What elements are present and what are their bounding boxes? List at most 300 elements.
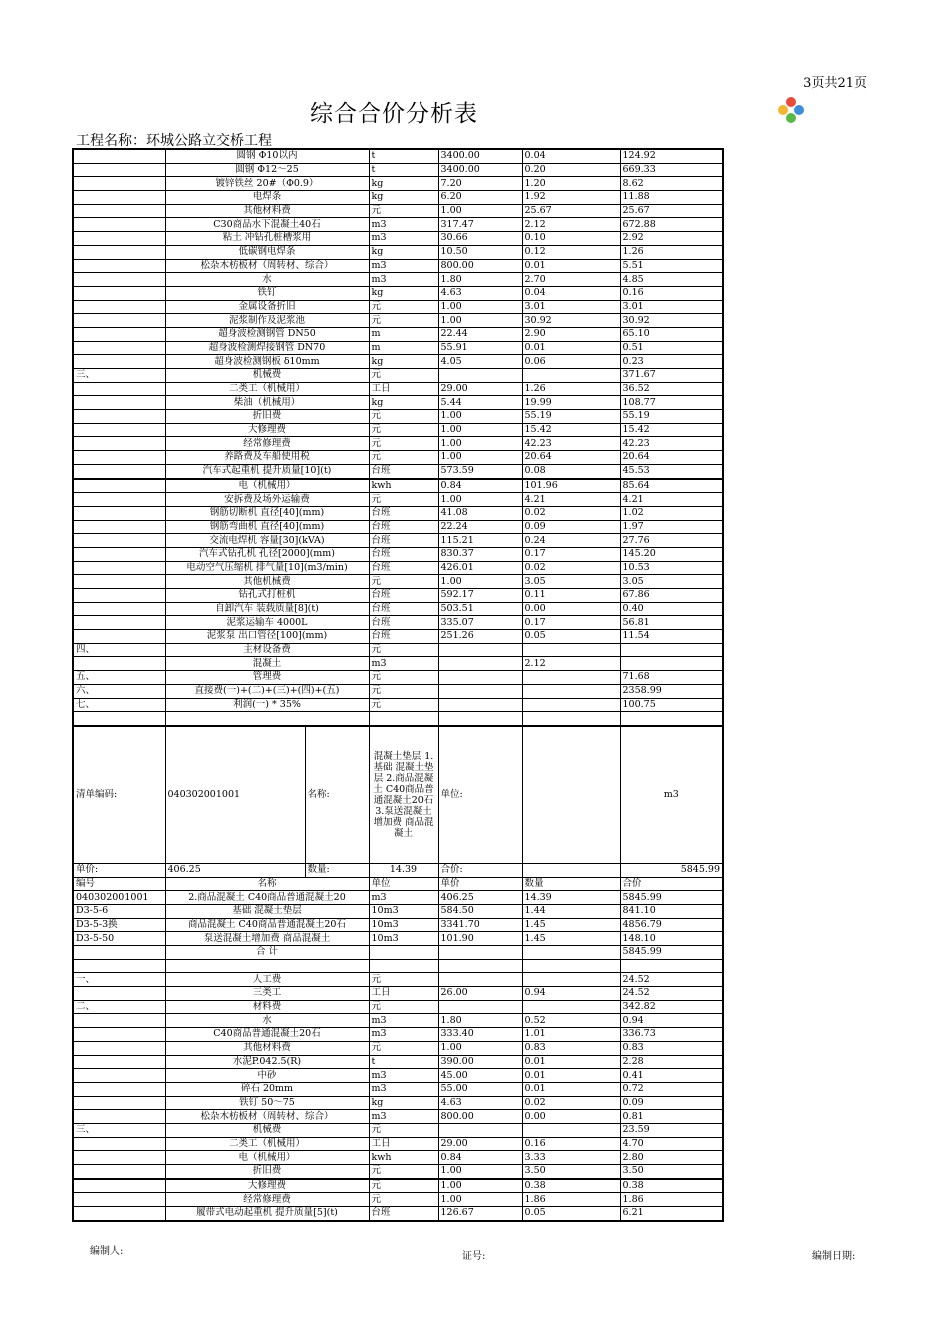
row-qty: 3.50 — [522, 1165, 620, 1179]
row-no — [73, 300, 165, 314]
row-unit: 工日 — [369, 987, 438, 1001]
row-qty — [522, 712, 620, 726]
row-name: 二类工（机械用） — [165, 1137, 369, 1151]
item-summary-row — [73, 863, 723, 877]
logo-flower-icon — [776, 95, 806, 125]
row-price: 4.05 — [438, 355, 522, 369]
row-qty: 0.01 — [522, 341, 620, 355]
row-price: 406.25 — [438, 891, 522, 905]
row-qty: 0.52 — [522, 1014, 620, 1028]
row-price: 0.84 — [438, 1151, 522, 1165]
row-price: 41.08 — [438, 506, 522, 520]
row-price: 317.47 — [438, 218, 522, 232]
footer-date: 编制日期: — [812, 1251, 856, 1262]
row-price: 29.00 — [438, 382, 522, 396]
row-total: 85.64 — [620, 479, 723, 493]
row-name: 钢筋切断机 直径[40](mm) — [165, 506, 369, 520]
row-price: 592.17 — [438, 589, 522, 603]
row-name: 粘土 冲钻孔桩槽浆用 — [165, 232, 369, 246]
table-row — [73, 191, 723, 205]
row-price: 26.00 — [438, 987, 522, 1001]
table-row — [73, 1123, 723, 1137]
table-row — [73, 616, 723, 630]
row-total: 4856.79 — [620, 918, 723, 932]
row-name: 汽车式起重机 提升质量[10](t) — [165, 464, 369, 478]
item-total: 5845.99 — [620, 863, 723, 877]
row-unit: t — [369, 163, 438, 177]
row-price: 10.50 — [438, 245, 522, 259]
row-qty — [522, 959, 620, 973]
row-name: 圆钢 Φ12～25 — [165, 163, 369, 177]
row-unit: kwh — [369, 479, 438, 493]
table-row — [73, 698, 723, 712]
table-row — [73, 1014, 723, 1028]
row-qty: 0.06 — [522, 355, 620, 369]
row-total: 30.92 — [620, 314, 723, 328]
row-name: 材料费 — [165, 1000, 369, 1014]
row-total: 0.40 — [620, 602, 723, 616]
row-unit: 10m3 — [369, 918, 438, 932]
row-name: 利润(一) * 35% — [165, 698, 369, 712]
row-price: 1.00 — [438, 410, 522, 424]
row-total — [620, 657, 723, 671]
row-no — [73, 341, 165, 355]
row-price: 1.00 — [438, 1165, 522, 1179]
row-total: 100.75 — [620, 698, 723, 712]
row-unit: 台班 — [369, 602, 438, 616]
row-name: 超身波检测钢管 DN50 — [165, 327, 369, 341]
row-unit: 台班 — [369, 561, 438, 575]
row-unit: 元 — [369, 423, 438, 437]
row-name: 电（机械用） — [165, 1151, 369, 1165]
row-price — [438, 671, 522, 685]
item-description: 混凝土垫层 1.基础 混凝土垫层 2.商品混凝土 C40商品普通混凝土20石 3.泵送混凝土增加费 商品混凝土 — [369, 726, 438, 864]
row-unit: kg — [369, 355, 438, 369]
row-price: 22.44 — [438, 327, 522, 341]
row-unit: 元 — [369, 204, 438, 218]
row-name: 松杂木枋板材（周转材、综合） — [165, 1110, 369, 1124]
row-no — [73, 1055, 165, 1069]
row-price: 30.66 — [438, 232, 522, 246]
row-no — [73, 520, 165, 534]
row-unit: 元 — [369, 493, 438, 507]
row-price: 0.84 — [438, 479, 522, 493]
table-row — [73, 630, 723, 644]
row-name: 2.商品混凝土 C40商品普通混凝土20 — [165, 891, 369, 905]
row-qty: 0.17 — [522, 616, 620, 630]
table-row — [73, 575, 723, 589]
row-total — [620, 643, 723, 657]
row-name: 交流电焊机 容量[30](kVA) — [165, 534, 369, 548]
qty-label: 数量: — [305, 863, 369, 877]
row-unit: m3 — [369, 232, 438, 246]
row-qty: 0.16 — [522, 1137, 620, 1151]
row-no — [73, 1082, 165, 1096]
table-row — [73, 437, 723, 451]
table-row — [73, 423, 723, 437]
row-total: 0.41 — [620, 1069, 723, 1083]
row-no: 二、 — [73, 1000, 165, 1014]
row-no — [73, 327, 165, 341]
row-name: 超身波检测焊接钢管 DN70 — [165, 341, 369, 355]
row-unit: 元 — [369, 451, 438, 465]
row-unit: 元 — [369, 314, 438, 328]
row-price: 115.21 — [438, 534, 522, 548]
row-qty — [522, 1123, 620, 1137]
footer-preparer: 编制人: — [90, 1246, 124, 1257]
row-name: 泥浆运输车 4000L — [165, 616, 369, 630]
row-qty: 2.90 — [522, 327, 620, 341]
row-unit: m3 — [369, 1082, 438, 1096]
table-row — [73, 396, 723, 410]
row-qty: 15.42 — [522, 423, 620, 437]
row-total: 15.42 — [620, 423, 723, 437]
row-name: 大修理费 — [165, 423, 369, 437]
row-name: 主材设备费 — [165, 643, 369, 657]
row-price: 251.26 — [438, 630, 522, 644]
item-code: 040302001001 — [165, 726, 305, 864]
row-qty — [522, 1000, 620, 1014]
table-row — [73, 904, 723, 918]
row-qty: 20.64 — [522, 451, 620, 465]
row-no: 三、 — [73, 1123, 165, 1137]
row-total: 669.33 — [620, 163, 723, 177]
row-name: 电焊条 — [165, 191, 369, 205]
row-name: 钢筋弯曲机 直径[40](mm) — [165, 520, 369, 534]
row-total: 0.83 — [620, 1041, 723, 1055]
row-unit: 台班 — [369, 547, 438, 561]
row-qty: 42.23 — [522, 437, 620, 451]
row-no — [73, 1014, 165, 1028]
row-name: 电动空气压缩机 排气量[10](m3/min) — [165, 561, 369, 575]
table-row — [73, 1082, 723, 1096]
row-name: 自卸汽车 装载质量[8](t) — [165, 602, 369, 616]
table-row — [73, 300, 723, 314]
row-total — [620, 959, 723, 973]
row-no — [73, 547, 165, 561]
item-price: 406.25 — [165, 863, 305, 877]
row-qty: 55.19 — [522, 410, 620, 424]
row-price: 3400.00 — [438, 163, 522, 177]
row-total: 8.62 — [620, 177, 723, 191]
row-unit: 台班 — [369, 1207, 438, 1221]
row-total: 5845.99 — [620, 946, 723, 960]
row-name: 电（机械用） — [165, 479, 369, 493]
row-name: 中砂 — [165, 1069, 369, 1083]
item-qty: 14.39 — [369, 863, 438, 877]
row-total: 0.94 — [620, 1014, 723, 1028]
table-row — [73, 932, 723, 946]
row-qty: 0.08 — [522, 464, 620, 478]
row-price: 1.00 — [438, 204, 522, 218]
row-no — [73, 286, 165, 300]
table-row — [73, 1207, 723, 1221]
item-unit: m3 — [620, 726, 723, 864]
row-total: 371.67 — [620, 369, 723, 383]
table-row — [73, 204, 723, 218]
row-unit: m — [369, 327, 438, 341]
row-total: 2.92 — [620, 232, 723, 246]
row-unit — [369, 959, 438, 973]
row-unit: 10m3 — [369, 932, 438, 946]
project-name: 工程名称：环城公路立交桥工程 — [76, 133, 272, 149]
table-row — [73, 1110, 723, 1124]
row-name: 低碳钢电焊条 — [165, 245, 369, 259]
row-price: 6.20 — [438, 191, 522, 205]
row-qty: 0.00 — [522, 1110, 620, 1124]
row-no — [73, 382, 165, 396]
row-name: 人工费 — [165, 973, 369, 987]
row-unit: 元 — [369, 1179, 438, 1193]
row-total: 36.52 — [620, 382, 723, 396]
row-qty: 1.45 — [522, 932, 620, 946]
col-header-total: 合价 — [620, 877, 723, 891]
row-no — [73, 218, 165, 232]
row-name: 泥浆制作及泥浆池 — [165, 314, 369, 328]
row-name: 超身波检测钢板 δ10mm — [165, 355, 369, 369]
row-total: 5.51 — [620, 259, 723, 273]
table-row — [73, 464, 723, 478]
row-total: 342.82 — [620, 1000, 723, 1014]
table-row — [73, 341, 723, 355]
row-qty: 0.10 — [522, 232, 620, 246]
table-row — [73, 232, 723, 246]
row-unit: 元 — [369, 643, 438, 657]
row-name: 三类工 — [165, 987, 369, 1001]
row-total: 45.53 — [620, 464, 723, 478]
row-price — [438, 684, 522, 698]
row-price: 126.67 — [438, 1207, 522, 1221]
table-row — [73, 918, 723, 932]
row-unit: 元 — [369, 684, 438, 698]
row-no — [73, 273, 165, 287]
row-unit: 元 — [369, 1041, 438, 1055]
row-name: 柴油（机械用） — [165, 396, 369, 410]
table-row — [73, 1193, 723, 1207]
row-total: 672.88 — [620, 218, 723, 232]
row-total: 67.86 — [620, 589, 723, 603]
row-unit: kg — [369, 245, 438, 259]
row-unit: 元 — [369, 1165, 438, 1179]
row-total: 2.80 — [620, 1151, 723, 1165]
row-total: 145.20 — [620, 547, 723, 561]
row-name: 松杂木枋板材（周转材、综合） — [165, 259, 369, 273]
row-qty: 0.02 — [522, 561, 620, 575]
row-name: 水 — [165, 1014, 369, 1028]
row-price — [438, 712, 522, 726]
row-name: 铁钉 50～75 — [165, 1096, 369, 1110]
row-qty: 0.38 — [522, 1179, 620, 1193]
row-qty: 2.12 — [522, 657, 620, 671]
row-total: 6.21 — [620, 1207, 723, 1221]
row-no — [73, 616, 165, 630]
row-total: 56.81 — [620, 616, 723, 630]
row-no — [73, 1110, 165, 1124]
row-price — [438, 946, 522, 960]
row-total: 42.23 — [620, 437, 723, 451]
row-qty: 0.02 — [522, 1096, 620, 1110]
row-price: 1.00 — [438, 314, 522, 328]
row-no — [73, 506, 165, 520]
row-price: 5.44 — [438, 396, 522, 410]
table-row — [73, 1055, 723, 1069]
row-price — [438, 959, 522, 973]
row-total: 10.53 — [620, 561, 723, 575]
row-no — [73, 396, 165, 410]
row-unit: 台班 — [369, 506, 438, 520]
table-row — [73, 149, 723, 163]
row-no — [73, 602, 165, 616]
row-no — [73, 959, 165, 973]
row-unit: 元 — [369, 1123, 438, 1137]
row-unit: kg — [369, 396, 438, 410]
item-header-row — [73, 726, 723, 864]
row-name: 养路费及车船使用税 — [165, 451, 369, 465]
table-row — [73, 657, 723, 671]
row-no — [73, 410, 165, 424]
row-no: 七、 — [73, 698, 165, 712]
row-qty: 101.96 — [522, 479, 620, 493]
row-unit: 台班 — [369, 616, 438, 630]
row-total: 11.88 — [620, 191, 723, 205]
row-qty: 0.01 — [522, 1082, 620, 1096]
row-no — [73, 163, 165, 177]
footer-cert: 证号: — [462, 1251, 486, 1262]
row-qty: 1.86 — [522, 1193, 620, 1207]
row-unit: 台班 — [369, 534, 438, 548]
row-unit: 元 — [369, 1193, 438, 1207]
row-no — [73, 561, 165, 575]
row-name: 混凝土 — [165, 657, 369, 671]
row-unit: 台班 — [369, 630, 438, 644]
col-header-price: 单价 — [438, 877, 522, 891]
row-total: 3.01 — [620, 300, 723, 314]
row-name: 汽车式钻孔机 孔径[2000](mm) — [165, 547, 369, 561]
row-unit: kg — [369, 191, 438, 205]
table-row — [73, 684, 723, 698]
row-name: 折旧费 — [165, 1165, 369, 1179]
row-total: 27.76 — [620, 534, 723, 548]
row-qty: 0.04 — [522, 149, 620, 163]
row-unit: m3 — [369, 218, 438, 232]
row-unit: kg — [369, 177, 438, 191]
row-name: 泥浆泵 出口管径[100](mm) — [165, 630, 369, 644]
row-unit — [369, 712, 438, 726]
row-unit: m3 — [369, 1028, 438, 1042]
row-unit: t — [369, 149, 438, 163]
row-qty: 3.05 — [522, 575, 620, 589]
row-price: 3400.00 — [438, 149, 522, 163]
row-qty: 0.83 — [522, 1041, 620, 1055]
row-total — [620, 712, 723, 726]
row-total: 71.68 — [620, 671, 723, 685]
row-price: 4.63 — [438, 1096, 522, 1110]
row-no: 六、 — [73, 684, 165, 698]
row-price: 1.80 — [438, 273, 522, 287]
row-price: 1.00 — [438, 575, 522, 589]
price-label: 单价: — [73, 863, 165, 877]
row-unit: 工日 — [369, 382, 438, 396]
row-price — [438, 1123, 522, 1137]
row-unit: t — [369, 1055, 438, 1069]
row-unit: m3 — [369, 1014, 438, 1028]
row-price: 1.00 — [438, 437, 522, 451]
row-total: 1.02 — [620, 506, 723, 520]
table-row — [73, 1069, 723, 1083]
row-unit: m — [369, 341, 438, 355]
row-qty: 1.44 — [522, 904, 620, 918]
table-row — [73, 520, 723, 534]
row-qty: 1.45 — [522, 918, 620, 932]
row-total: 108.77 — [620, 396, 723, 410]
row-price: 584.50 — [438, 904, 522, 918]
row-total: 1.86 — [620, 1193, 723, 1207]
row-qty: 0.05 — [522, 1207, 620, 1221]
table-row — [73, 712, 723, 726]
row-price: 3341.70 — [438, 918, 522, 932]
row-price — [438, 698, 522, 712]
row-unit: m3 — [369, 259, 438, 273]
row-price: 800.00 — [438, 1110, 522, 1124]
row-price — [438, 369, 522, 383]
row-price: 800.00 — [438, 259, 522, 273]
row-no — [73, 493, 165, 507]
row-unit: 工日 — [369, 1137, 438, 1151]
row-price: 55.91 — [438, 341, 522, 355]
row-qty — [522, 643, 620, 657]
row-price: 4.63 — [438, 286, 522, 300]
row-no — [73, 1096, 165, 1110]
row-unit: kg — [369, 1096, 438, 1110]
row-total: 4.21 — [620, 493, 723, 507]
row-price — [438, 1000, 522, 1014]
row-qty: 3.01 — [522, 300, 620, 314]
row-price: 830.37 — [438, 547, 522, 561]
row-qty: 4.21 — [522, 493, 620, 507]
row-price: 1.00 — [438, 1193, 522, 1207]
row-qty: 1.92 — [522, 191, 620, 205]
row-qty: 0.09 — [522, 520, 620, 534]
row-total: 4.70 — [620, 1137, 723, 1151]
row-name: 其他机械费 — [165, 575, 369, 589]
col-header-qty: 数量 — [522, 877, 620, 891]
row-no — [73, 1028, 165, 1042]
row-no — [73, 987, 165, 1001]
table-row — [73, 506, 723, 520]
row-unit: m3 — [369, 1110, 438, 1124]
row-qty: 1.26 — [522, 382, 620, 396]
row-unit: kg — [369, 286, 438, 300]
row-no — [73, 1069, 165, 1083]
row-no: D3-5-6 — [73, 904, 165, 918]
row-no — [73, 423, 165, 437]
table-row — [73, 493, 723, 507]
table-row — [73, 1000, 723, 1014]
row-qty: 0.11 — [522, 589, 620, 603]
row-no — [73, 204, 165, 218]
row-unit: 元 — [369, 437, 438, 451]
table-row — [73, 987, 723, 1001]
table-row — [73, 451, 723, 465]
table-row — [73, 671, 723, 685]
row-name — [165, 712, 369, 726]
row-qty: 2.70 — [522, 273, 620, 287]
row-no — [73, 479, 165, 493]
row-qty — [522, 698, 620, 712]
row-total: 841.10 — [620, 904, 723, 918]
row-no — [73, 589, 165, 603]
row-no — [73, 177, 165, 191]
